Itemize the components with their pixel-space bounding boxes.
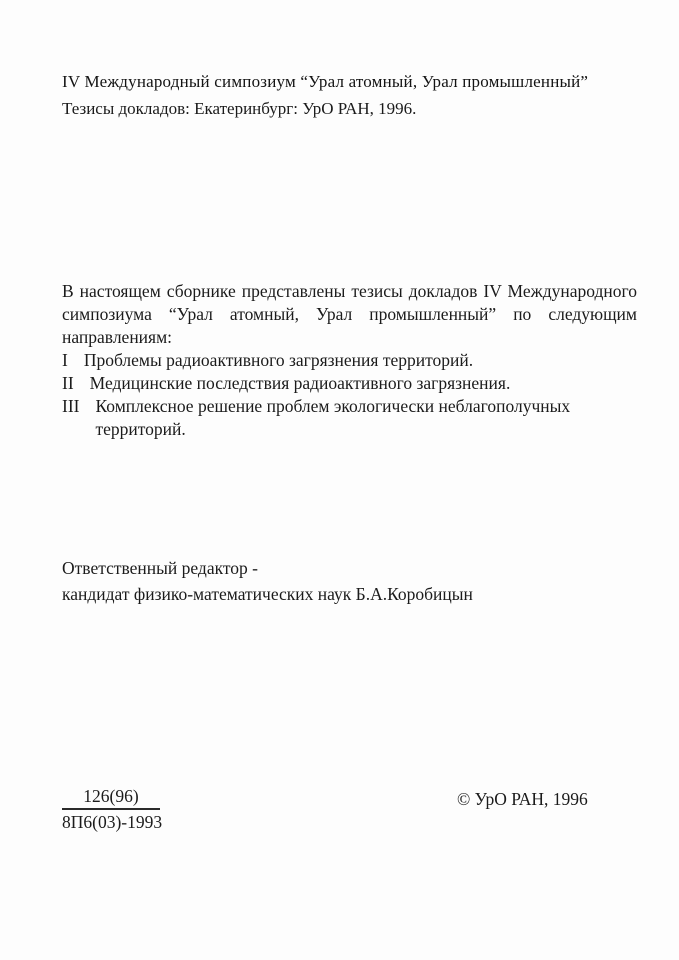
editor-name-line: кандидат физико-математических наук Б.А.Коробицын <box>62 584 473 604</box>
copyright-notice: © УрО РАН, 1996 <box>457 789 588 809</box>
publication-info-line: Тезисы докладов: Екатеринбург: УрО РАН, 1996. <box>62 99 417 118</box>
topic-list <box>62 349 637 441</box>
library-classification <box>62 786 162 833</box>
classification-code-bottom: 8П6(03)-1993 <box>62 812 163 832</box>
topic-numeral-2: II <box>62 373 74 393</box>
symposium-title-line: IV Международный симпозиум “Урал атомный, Урал промышленный” <box>62 72 589 91</box>
classification-code-top: 126(96) <box>62 786 160 810</box>
topic-numeral-3: III <box>62 396 80 416</box>
list-item <box>62 395 637 441</box>
bibliographic-header <box>62 68 637 122</box>
topic-text-1: Проблемы радиоактивного загрязнения территорий. <box>83 350 474 370</box>
abstract-paragraph-line-2: симпозиума “Урал атомный, Урал промышленный” по следующим направлениям: <box>62 304 637 347</box>
editor-role-line: Ответственный редактор - <box>62 558 258 578</box>
list-item <box>62 349 637 372</box>
topic-text-2: Медицинские последствия радиоактивного загрязнения. <box>89 373 511 393</box>
list-item <box>62 372 637 395</box>
imprint-row <box>62 786 637 833</box>
topic-numeral-1: I <box>62 350 68 370</box>
abstract-paragraph-line-1: В настоящем сборнике представлены тезисы докладов IV Международного <box>62 281 637 301</box>
editor-section <box>62 555 622 607</box>
abstract-section <box>62 280 637 441</box>
topic-text-3: Комплексное решение проблем экологически неблагополучных территорий. <box>95 396 571 439</box>
